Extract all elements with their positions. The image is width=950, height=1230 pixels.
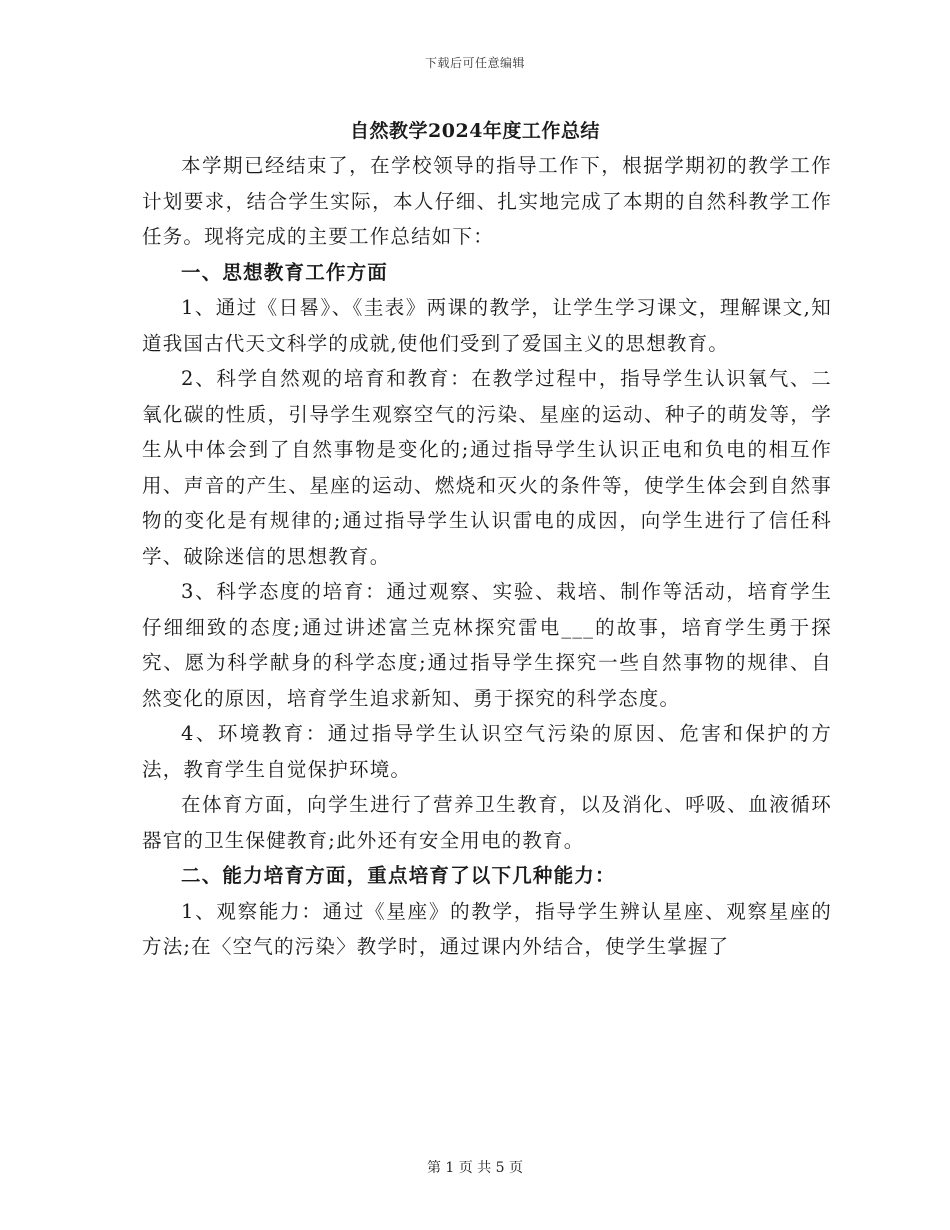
section-heading-ideology: 一、思想教育工作方面 xyxy=(181,260,389,284)
ideology-item-2: 2、科学自然观的培育和教育：在教学过程中，指导学生认识氧气、二氧化碳的性质，引导学生观察空气的污染、星座的运动、种子的萌发等，学生从中体会到了自然事物是变化的;通过指导学生认识正电和负电的相互作用、声音的产生、星座的运动、燃烧和灭火的条件等，使学生体会到自然事物的变化是有规律的;通过指导学生认识雷电的成因，向学生进行了信任科学、破除迷信的思想教育。 xyxy=(142,367,832,568)
page-number: 第 1 页 共 5 页 xyxy=(426,1160,524,1176)
ideology-item-1: 1、通过《日晷》、《圭表》两课的教学，让学生学习课文，理解课文,知道我国古代天文科学的成就,使他们受到了爱国主义的思想教育。 xyxy=(142,296,832,355)
ideology-item-3: 3、科学态度的培育：通过观察、实验、栽培、制作等活动，培育学生仔细细致的态度;通过讲述富兰克林探究雷电___的故事，培育学生勇于探究、愿为科学献身的科学态度;通过指导学生探究一些自然事物的规律、自然变化的原因，培育学生追求新知、勇于探究的科学态度。 xyxy=(142,580,832,710)
ability-item-1: 1、观察能力：通过《星座》的教学，指导学生辨认星座、观察星座的方法;在〈空气的污染〉教学时，通过课内外结合，使学生掌握了 xyxy=(142,899,832,958)
page-header-note: 下载后可任意编辑 xyxy=(424,56,525,70)
document-title: 自然教学2024年度工作总结 xyxy=(350,120,600,142)
ideology-item-4: 4、环境教育：通过指导学生认识空气污染的原因、危害和保护的方法，教育学生自觉保护环境。 xyxy=(142,722,832,781)
document-body xyxy=(142,148,832,965)
section-heading-ability: 二、能力培育方面，重点培育了以下几种能力： xyxy=(181,864,616,887)
pe-paragraph: 在体育方面，向学生进行了营养卫生教育，以及消化、呼吸、血液循环器官的卫生保健教育;此外还有安全用电的教育。 xyxy=(142,793,832,852)
intro-paragraph: 本学期已经结束了，在学校领导的指导工作下，根据学期初的教学工作计划要求，结合学生实际，本人仔细、扎实地完成了本期的自然科教学工作任务。现将完成的主要工作总结如下： xyxy=(142,154,832,248)
